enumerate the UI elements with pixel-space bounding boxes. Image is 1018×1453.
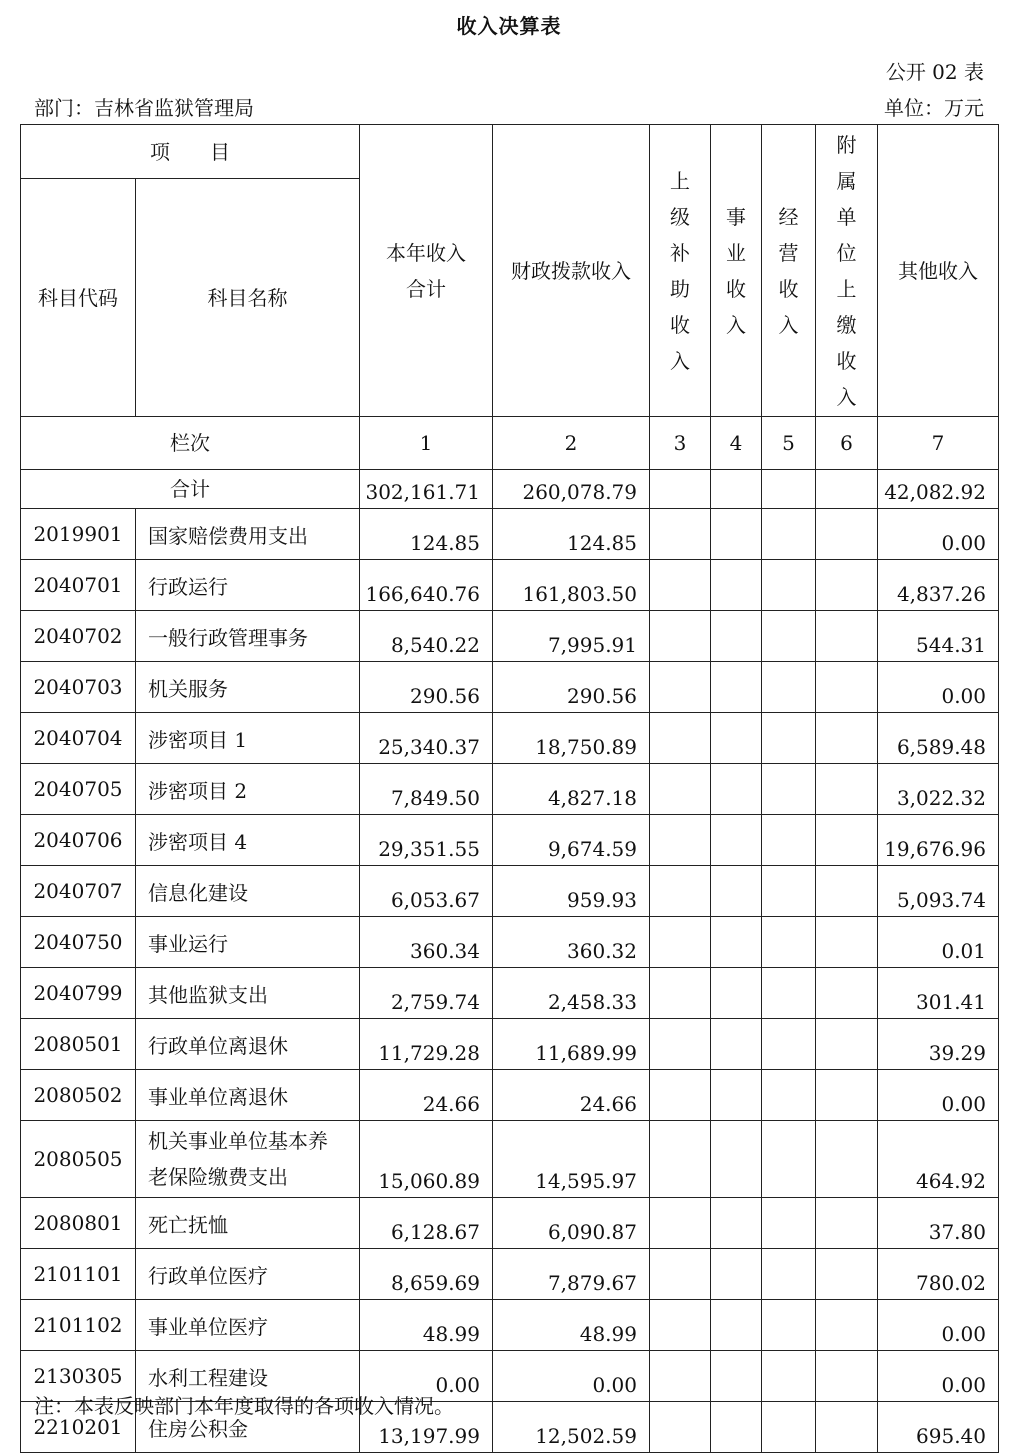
header-other: 其他收入 (878, 125, 999, 417)
row-name: 行政单位离退休 (136, 1019, 360, 1070)
row-name: 机关服务 (136, 662, 360, 713)
header-column-order: 栏次 (21, 417, 360, 470)
row-name: 事业单位离退休 (136, 1070, 360, 1121)
row-other: 0.00 (878, 1300, 999, 1351)
row-code: 2040703 (21, 662, 136, 713)
row-code: 2040705 (21, 764, 136, 815)
row-name: 行政运行 (136, 560, 360, 611)
row-affiliated (816, 560, 878, 611)
row-other: 6,589.48 (878, 713, 999, 764)
row-total: 15,060.89 (360, 1121, 493, 1198)
row-operating (762, 1249, 816, 1300)
header-subject-name: 科目名称 (136, 179, 360, 417)
row-total: 25,340.37 (360, 713, 493, 764)
row-fiscal: 4,827.18 (493, 764, 650, 815)
row-business (711, 1402, 762, 1453)
row-code: 2080501 (21, 1019, 136, 1070)
row-business (711, 1070, 762, 1121)
header-upper-text: 上级补助收入 (670, 168, 690, 373)
row-name: 事业运行 (136, 917, 360, 968)
col-num-3: 3 (650, 417, 711, 470)
row-operating (762, 1300, 816, 1351)
header-subject-code: 科目代码 (21, 179, 136, 417)
row-name: 水利工程建设 (136, 1351, 360, 1402)
row-operating (762, 1351, 816, 1402)
table-row (21, 968, 999, 1019)
row-code: 2040706 (21, 815, 136, 866)
row-business (711, 611, 762, 662)
row-operating (762, 917, 816, 968)
unit-label: 单位：万元 (884, 96, 984, 120)
row-other: 0.00 (878, 1351, 999, 1402)
row-fiscal: 9,674.59 (493, 815, 650, 866)
row-other: 695.40 (878, 1402, 999, 1453)
row-affiliated (816, 866, 878, 917)
row-fiscal: 360.32 (493, 917, 650, 968)
row-affiliated (816, 1121, 878, 1198)
table-row (21, 1070, 999, 1121)
col-num-4: 4 (711, 417, 762, 470)
table-row (21, 815, 999, 866)
row-affiliated (816, 917, 878, 968)
row-upper (650, 1249, 711, 1300)
row-other: 4,837.26 (878, 560, 999, 611)
row-name: 涉密项目 2 (136, 764, 360, 815)
row-code: 2040701 (21, 560, 136, 611)
row-total: 6,128.67 (360, 1198, 493, 1249)
row-upper (650, 611, 711, 662)
total-label: 合计 (21, 470, 360, 509)
row-total: 24.66 (360, 1070, 493, 1121)
row-code: 2210201 (21, 1402, 136, 1453)
row-fiscal: 161,803.50 (493, 560, 650, 611)
row-code: 2101101 (21, 1249, 136, 1300)
row-operating (762, 560, 816, 611)
header-total (360, 125, 493, 417)
header-business-text: 事业收入 (726, 204, 746, 337)
row-business (711, 1198, 762, 1249)
table-row (21, 560, 999, 611)
row-fiscal: 18,750.89 (493, 713, 650, 764)
row-affiliated (816, 1249, 878, 1300)
header-upper (650, 125, 711, 417)
row-business (711, 1019, 762, 1070)
row-other: 19,676.96 (878, 815, 999, 866)
table-row (21, 1019, 999, 1070)
row-other: 780.02 (878, 1249, 999, 1300)
row-name: 信息化建设 (136, 866, 360, 917)
row-name: 一般行政管理事务 (136, 611, 360, 662)
table-row (21, 866, 999, 917)
row-other: 301.41 (878, 968, 999, 1019)
row-business (711, 1351, 762, 1402)
row-upper (650, 509, 711, 560)
row-code: 2130305 (21, 1351, 136, 1402)
row-other: 464.92 (878, 1121, 999, 1198)
form-code: 公开 02 表 (885, 60, 984, 84)
row-name: 死亡抚恤 (136, 1198, 360, 1249)
row-business (711, 917, 762, 968)
row-affiliated (816, 1300, 878, 1351)
row-total: 29,351.55 (360, 815, 493, 866)
row-upper (650, 866, 711, 917)
row-business (711, 509, 762, 560)
row-fiscal: 7,879.67 (493, 1249, 650, 1300)
row-fiscal: 6,090.87 (493, 1198, 650, 1249)
row-total: 13,197.99 (360, 1402, 493, 1453)
row-affiliated (816, 1070, 878, 1121)
total-affiliated (816, 470, 878, 509)
department-label: 部门：吉林省监狱管理局 (34, 96, 254, 120)
row-total: 124.85 (360, 509, 493, 560)
row-name: 事业单位医疗 (136, 1300, 360, 1351)
row-other: 0.00 (878, 509, 999, 560)
table-row (21, 1300, 999, 1351)
row-upper (650, 1351, 711, 1402)
row-affiliated (816, 713, 878, 764)
row-name: 涉密项目 4 (136, 815, 360, 866)
total-business (711, 470, 762, 509)
row-operating (762, 1121, 816, 1198)
row-name-line2: 老保险缴费支出 (148, 1165, 288, 1189)
row-fiscal: 14,595.97 (493, 1121, 650, 1198)
row-upper (650, 968, 711, 1019)
row-total: 166,640.76 (360, 560, 493, 611)
table-row (21, 509, 999, 560)
row-upper (650, 917, 711, 968)
table-row (21, 1198, 999, 1249)
row-business (711, 866, 762, 917)
row-upper (650, 713, 711, 764)
row-total: 0.00 (360, 1351, 493, 1402)
row-operating (762, 764, 816, 815)
row-other: 0.00 (878, 662, 999, 713)
row-name (136, 1121, 360, 1198)
row-total: 8,540.22 (360, 611, 493, 662)
row-operating (762, 815, 816, 866)
row-total: 11,729.28 (360, 1019, 493, 1070)
total-sum: 302,161.71 (360, 470, 493, 509)
row-upper (650, 662, 711, 713)
row-other: 544.31 (878, 611, 999, 662)
row-code: 2019901 (21, 509, 136, 560)
row-fiscal: 48.99 (493, 1300, 650, 1351)
total-operating (762, 470, 816, 509)
table-row (21, 917, 999, 968)
row-code: 2080505 (21, 1121, 136, 1198)
row-operating (762, 1070, 816, 1121)
row-name: 其他监狱支出 (136, 968, 360, 1019)
row-business (711, 560, 762, 611)
row-affiliated (816, 611, 878, 662)
row-fiscal: 959.93 (493, 866, 650, 917)
row-operating (762, 611, 816, 662)
row-affiliated (816, 1198, 878, 1249)
row-operating (762, 1402, 816, 1453)
row-total: 360.34 (360, 917, 493, 968)
row-code: 2040704 (21, 713, 136, 764)
total-other: 42,082.92 (878, 470, 999, 509)
row-fiscal: 7,995.91 (493, 611, 650, 662)
row-operating (762, 968, 816, 1019)
row-upper (650, 1198, 711, 1249)
table-row (21, 1249, 999, 1300)
row-other: 3,022.32 (878, 764, 999, 815)
row-fiscal: 11,689.99 (493, 1019, 650, 1070)
row-affiliated (816, 764, 878, 815)
table-row (21, 713, 999, 764)
col-num-1: 1 (360, 417, 493, 470)
header-business (711, 125, 762, 417)
income-table (20, 124, 999, 1453)
col-num-5: 5 (762, 417, 816, 470)
row-fiscal: 12,502.59 (493, 1402, 650, 1453)
page-title: 收入决算表 (456, 14, 562, 38)
row-name: 涉密项目 1 (136, 713, 360, 764)
header-fiscal: 财政拨款收入 (493, 125, 650, 417)
row-business (711, 662, 762, 713)
row-operating (762, 866, 816, 917)
row-other: 0.01 (878, 917, 999, 968)
row-total: 2,759.74 (360, 968, 493, 1019)
row-fiscal: 2,458.33 (493, 968, 650, 1019)
row-name: 住房公积金 (136, 1402, 360, 1453)
row-code: 2040702 (21, 611, 136, 662)
row-total: 8,659.69 (360, 1249, 493, 1300)
col-num-7: 7 (878, 417, 999, 470)
row-fiscal: 290.56 (493, 662, 650, 713)
row-operating (762, 509, 816, 560)
table-row (21, 764, 999, 815)
row-fiscal: 0.00 (493, 1351, 650, 1402)
row-other: 37.80 (878, 1198, 999, 1249)
row-upper (650, 1070, 711, 1121)
row-business (711, 1249, 762, 1300)
row-affiliated (816, 815, 878, 866)
table-row (21, 662, 999, 713)
header-affiliated-text: 附属单位上缴收入 (836, 132, 857, 409)
row-business (711, 968, 762, 1019)
row-upper (650, 1121, 711, 1198)
row-name: 国家赔偿费用支出 (136, 509, 360, 560)
table-row (21, 1121, 999, 1198)
col-num-2: 2 (493, 417, 650, 470)
row-fiscal: 124.85 (493, 509, 650, 560)
row-total: 6,053.67 (360, 866, 493, 917)
table-row (21, 611, 999, 662)
row-total: 290.56 (360, 662, 493, 713)
row-business (711, 1121, 762, 1198)
row-upper (650, 560, 711, 611)
header-total-text: 本年收入合计 (386, 240, 466, 301)
row-upper (650, 1019, 711, 1070)
row-total: 7,849.50 (360, 764, 493, 815)
row-affiliated (816, 662, 878, 713)
row-business (711, 764, 762, 815)
row-code: 2040750 (21, 917, 136, 968)
header-affiliated (816, 125, 878, 417)
row-affiliated (816, 968, 878, 1019)
total-upper (650, 470, 711, 509)
row-name: 行政单位医疗 (136, 1249, 360, 1300)
row-name-line1: 机关事业单位基本养 (148, 1129, 328, 1153)
row-business (711, 815, 762, 866)
row-code: 2040799 (21, 968, 136, 1019)
col-num-6: 6 (816, 417, 878, 470)
row-affiliated (816, 509, 878, 560)
row-operating (762, 662, 816, 713)
row-other: 5,093.74 (878, 866, 999, 917)
row-business (711, 1300, 762, 1351)
footnote: 注：本表反映部门本年度取得的各项收入情况。 (34, 1394, 454, 1418)
row-code: 2040707 (21, 866, 136, 917)
header-project: 项 目 (21, 125, 360, 179)
row-affiliated (816, 1402, 878, 1453)
row-affiliated (816, 1019, 878, 1070)
row-other: 0.00 (878, 1070, 999, 1121)
row-business (711, 713, 762, 764)
row-total: 48.99 (360, 1300, 493, 1351)
row-fiscal: 24.66 (493, 1070, 650, 1121)
total-fiscal: 260,078.79 (493, 470, 650, 509)
row-code: 2080801 (21, 1198, 136, 1249)
row-operating (762, 1019, 816, 1070)
row-code: 2080502 (21, 1070, 136, 1121)
row-upper (650, 1402, 711, 1453)
row-other: 39.29 (878, 1019, 999, 1070)
row-code: 2101102 (21, 1300, 136, 1351)
row-affiliated (816, 1351, 878, 1402)
row-upper (650, 1300, 711, 1351)
total-row (21, 470, 999, 509)
row-upper (650, 815, 711, 866)
header-operating-text: 经营收入 (778, 204, 799, 337)
row-operating (762, 1198, 816, 1249)
row-upper (650, 764, 711, 815)
row-operating (762, 713, 816, 764)
header-operating (762, 125, 816, 417)
